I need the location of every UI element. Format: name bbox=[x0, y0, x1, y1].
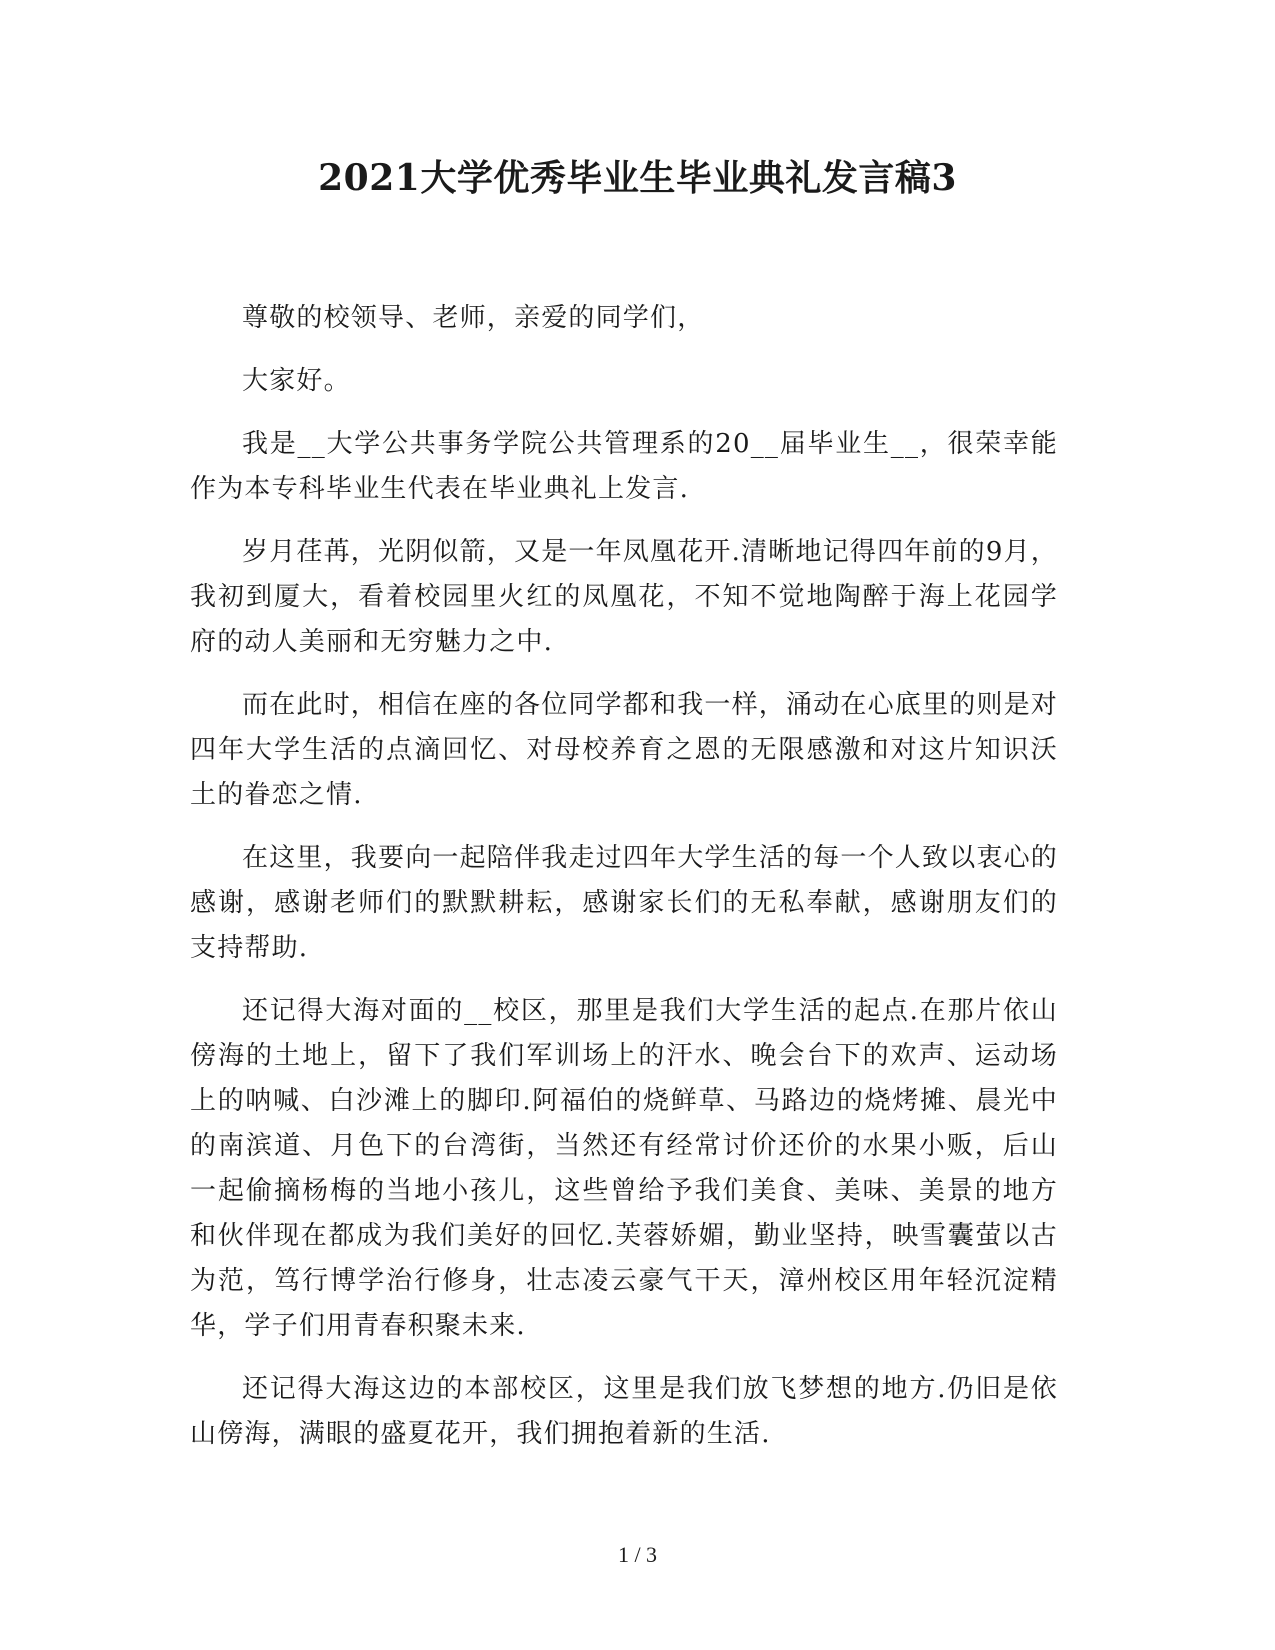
paragraph-salutation: 尊敬的校领导、老师，亲爱的同学们， bbox=[242, 303, 705, 333]
paragraph-campus-memories: 还记得大海对面的__校区，那里是我们大学生活的起点.在那片依山傍海的土地上，留下了我们军训场上的汗水、晚会台下的欢声、运动场上的呐喊、白沙滩上的脚印.阿福伯的烧鲜草、马路边的烧烤摊、晨光中的南滨道、月色下的台湾街，当然还有经常讨价还价的水果小贩，后山一起偷摘杨梅的当地小孩儿，这些曾给予我们美食、美味、美景的地方和伙伴现在都成为我们美好的回忆.芙蓉娇媚，勤业坚持，映雪囊萤以古为范，笃行博学治行修身，壮志凌云豪气干天，漳州校区用年轻沉淀精华，学子们用青春积聚未来. bbox=[190, 996, 1058, 1341]
paragraph-feelings: 而在此时，相信在座的各位同学都和我一样，涌动在心底里的则是对四年大学生活的点滴回忆、对母校养育之恩的无限感激和对这片知识沃土的眷恋之情. bbox=[190, 690, 1059, 810]
page-number: 1 / 3 bbox=[617, 1542, 658, 1567]
paragraph-memory-arrival: 岁月荏苒，光阴似箭，又是一年凤凰花开.清晰地记得四年前的9月，我初到厦大，看着校园里火红的凤凰花，不知不觉地陶醉于海上花园学府的动人美丽和无穷魅力之中. bbox=[190, 537, 1059, 657]
paragraph-thanks: 在这里，我要向一起陪伴我走过四年大学生活的每一个人致以衷心的感谢，感谢老师们的默默耕耘，感谢家长们的无私奉献，感谢朋友们的支持帮助. bbox=[190, 843, 1059, 963]
paragraph-greeting: 大家好。 bbox=[242, 366, 351, 396]
document-body bbox=[190, 296, 1058, 1475]
paragraph-main-campus: 还记得大海这边的本部校区，这里是我们放飞梦想的地方.仍旧是依山傍海，满眼的盛夏花开，我们拥抱着新的生活. bbox=[190, 1374, 1058, 1449]
document-title: 2021大学优秀毕业生毕业典礼发言稿3 bbox=[318, 157, 957, 199]
paragraph-introduction: 我是__大学公共事务学院公共管理系的20__届毕业生__，很荣幸能作为本专科毕业生代表在毕业典礼上发言. bbox=[190, 429, 1058, 504]
